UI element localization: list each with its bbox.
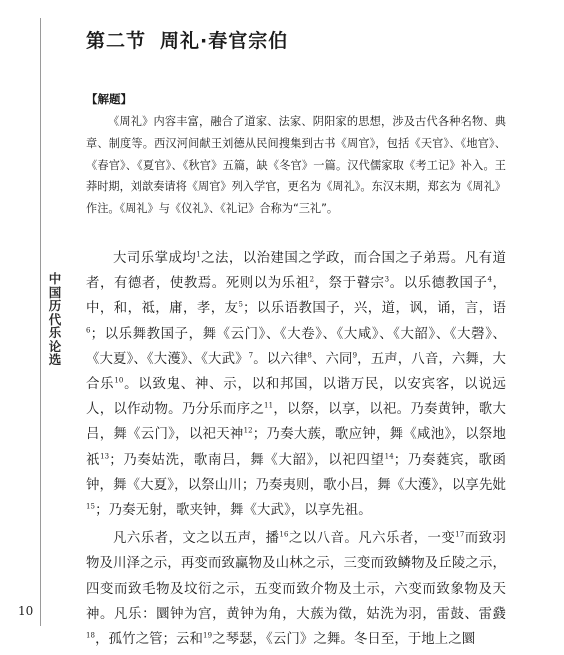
footnote-marker: 18: [86, 631, 96, 640]
footnote-marker: 3: [384, 275, 390, 284]
footnote-marker: 7: [248, 351, 254, 360]
running-book-title: 中国历代乐论选: [48, 271, 62, 367]
footnote-marker: 15: [86, 502, 96, 511]
body-paragraph-1: 大司乐掌成均$^1$之法，以治建国之学政，而合国之子弟焉。凡有道者，有德者，使教焉。死则以为乐祖$^2$，祭于瞽宗$^3$。以乐德教国子$^4$，中，和，祗，庸，孝，友$^5$；以乐语教国子，兴，道，讽，诵，言，语$^6$；以乐舞教国子，舞《云门》、《大卷》、《大咸》、《大韶》、《大磬》、《大夏》、《大濩》、《大武》$^7$。以六律$^8$、六同$^9$，五声，八音，六舞，大合乐$^{10}$。以致鬼、神、示，以和邦国，以谐万民，以安宾客，以说远人，以作动物。乃分乐而序之$^{11}$，以祭，以享，以祀。乃奏黄钟，歌大吕，舞《云门》，以祀天神$^{12}$；乃奏大蔟，歌应钟，舞《咸池》，以祭地祇$^{13}$；乃奏姑洗，歌南吕，舞《大韶》，以祀四望$^{14}$；乃奏蕤宾，歌函钟，舞《大夏》，以祭山川；乃奏夷则，歌小吕，舞《大濩》，以享先妣$^{15}$；乃奏无射，歌夹钟，舞《大武》，以享先祖。: [86, 250, 507, 519]
footnote-marker: 5: [238, 300, 244, 309]
section-label: 第二节: [86, 30, 147, 52]
footnote-marker: 16: [279, 530, 289, 539]
margin-rule: [40, 18, 41, 626]
footnote-marker: 14: [384, 452, 394, 461]
footnote-marker: 9: [352, 351, 358, 360]
intro-paragraph: 《周礼》内容丰富，融合了道家、法家、阴阳家的思想，涉及古代各种名物、典章、制度等。西汉河间献王刘德从民间搜集到古书《周官》，包括《天官》、《地官》、《春官》、《夏官》、《秋官》五篇，缺《冬官》一篇。汉代儒家取《考工记》补入。王莽时期，刘歆奏请将《周官》列入学官，更名为《周礼》。东汉末期，郑玄为《周礼》作注。《周礼》与《仪礼》、《礼记》合称为“三礼”。: [86, 115, 506, 216]
footnote-marker: 8: [307, 351, 312, 360]
footnote-marker: 17: [455, 530, 465, 539]
intro-label: 【解题】: [86, 92, 132, 106]
footnote-marker: 19: [203, 631, 213, 640]
section-heading: [86, 26, 506, 53]
footnote-marker: 1: [196, 250, 201, 259]
footnote-marker: 4: [487, 275, 493, 284]
section-title: 周礼·春官宗伯: [160, 30, 289, 52]
footnote-marker: 11: [264, 401, 274, 410]
footnote-marker: 12: [243, 426, 253, 435]
page-content: [86, 26, 506, 655]
footnote-marker: 6: [86, 326, 91, 335]
footnote-marker: 10: [114, 376, 124, 385]
footnote-marker: 13: [100, 452, 110, 461]
body-paragraph-2: 凡六乐者，文之以五声，播$^{16}$之以八音。凡六乐者，一变$^{17}$而致羽物及川泽之示，再变而致赢物及山林之示，三变而致鳞物及丘陵之示，四变而致毛物及坟衍之示，五变而致介物及土示，六变而致象物及天神。凡乐：圜钟为宫，黄钟为角，大蔟为徵，姑洗为羽，雷鼓、雷鼗$^{18}$，孤竹之管；云和$^{19}$之琴瑟，《云门》之舞。冬日至，于地上之圜: [86, 530, 507, 648]
page-number: 10: [18, 604, 34, 618]
footnote-marker: 2: [309, 275, 315, 284]
